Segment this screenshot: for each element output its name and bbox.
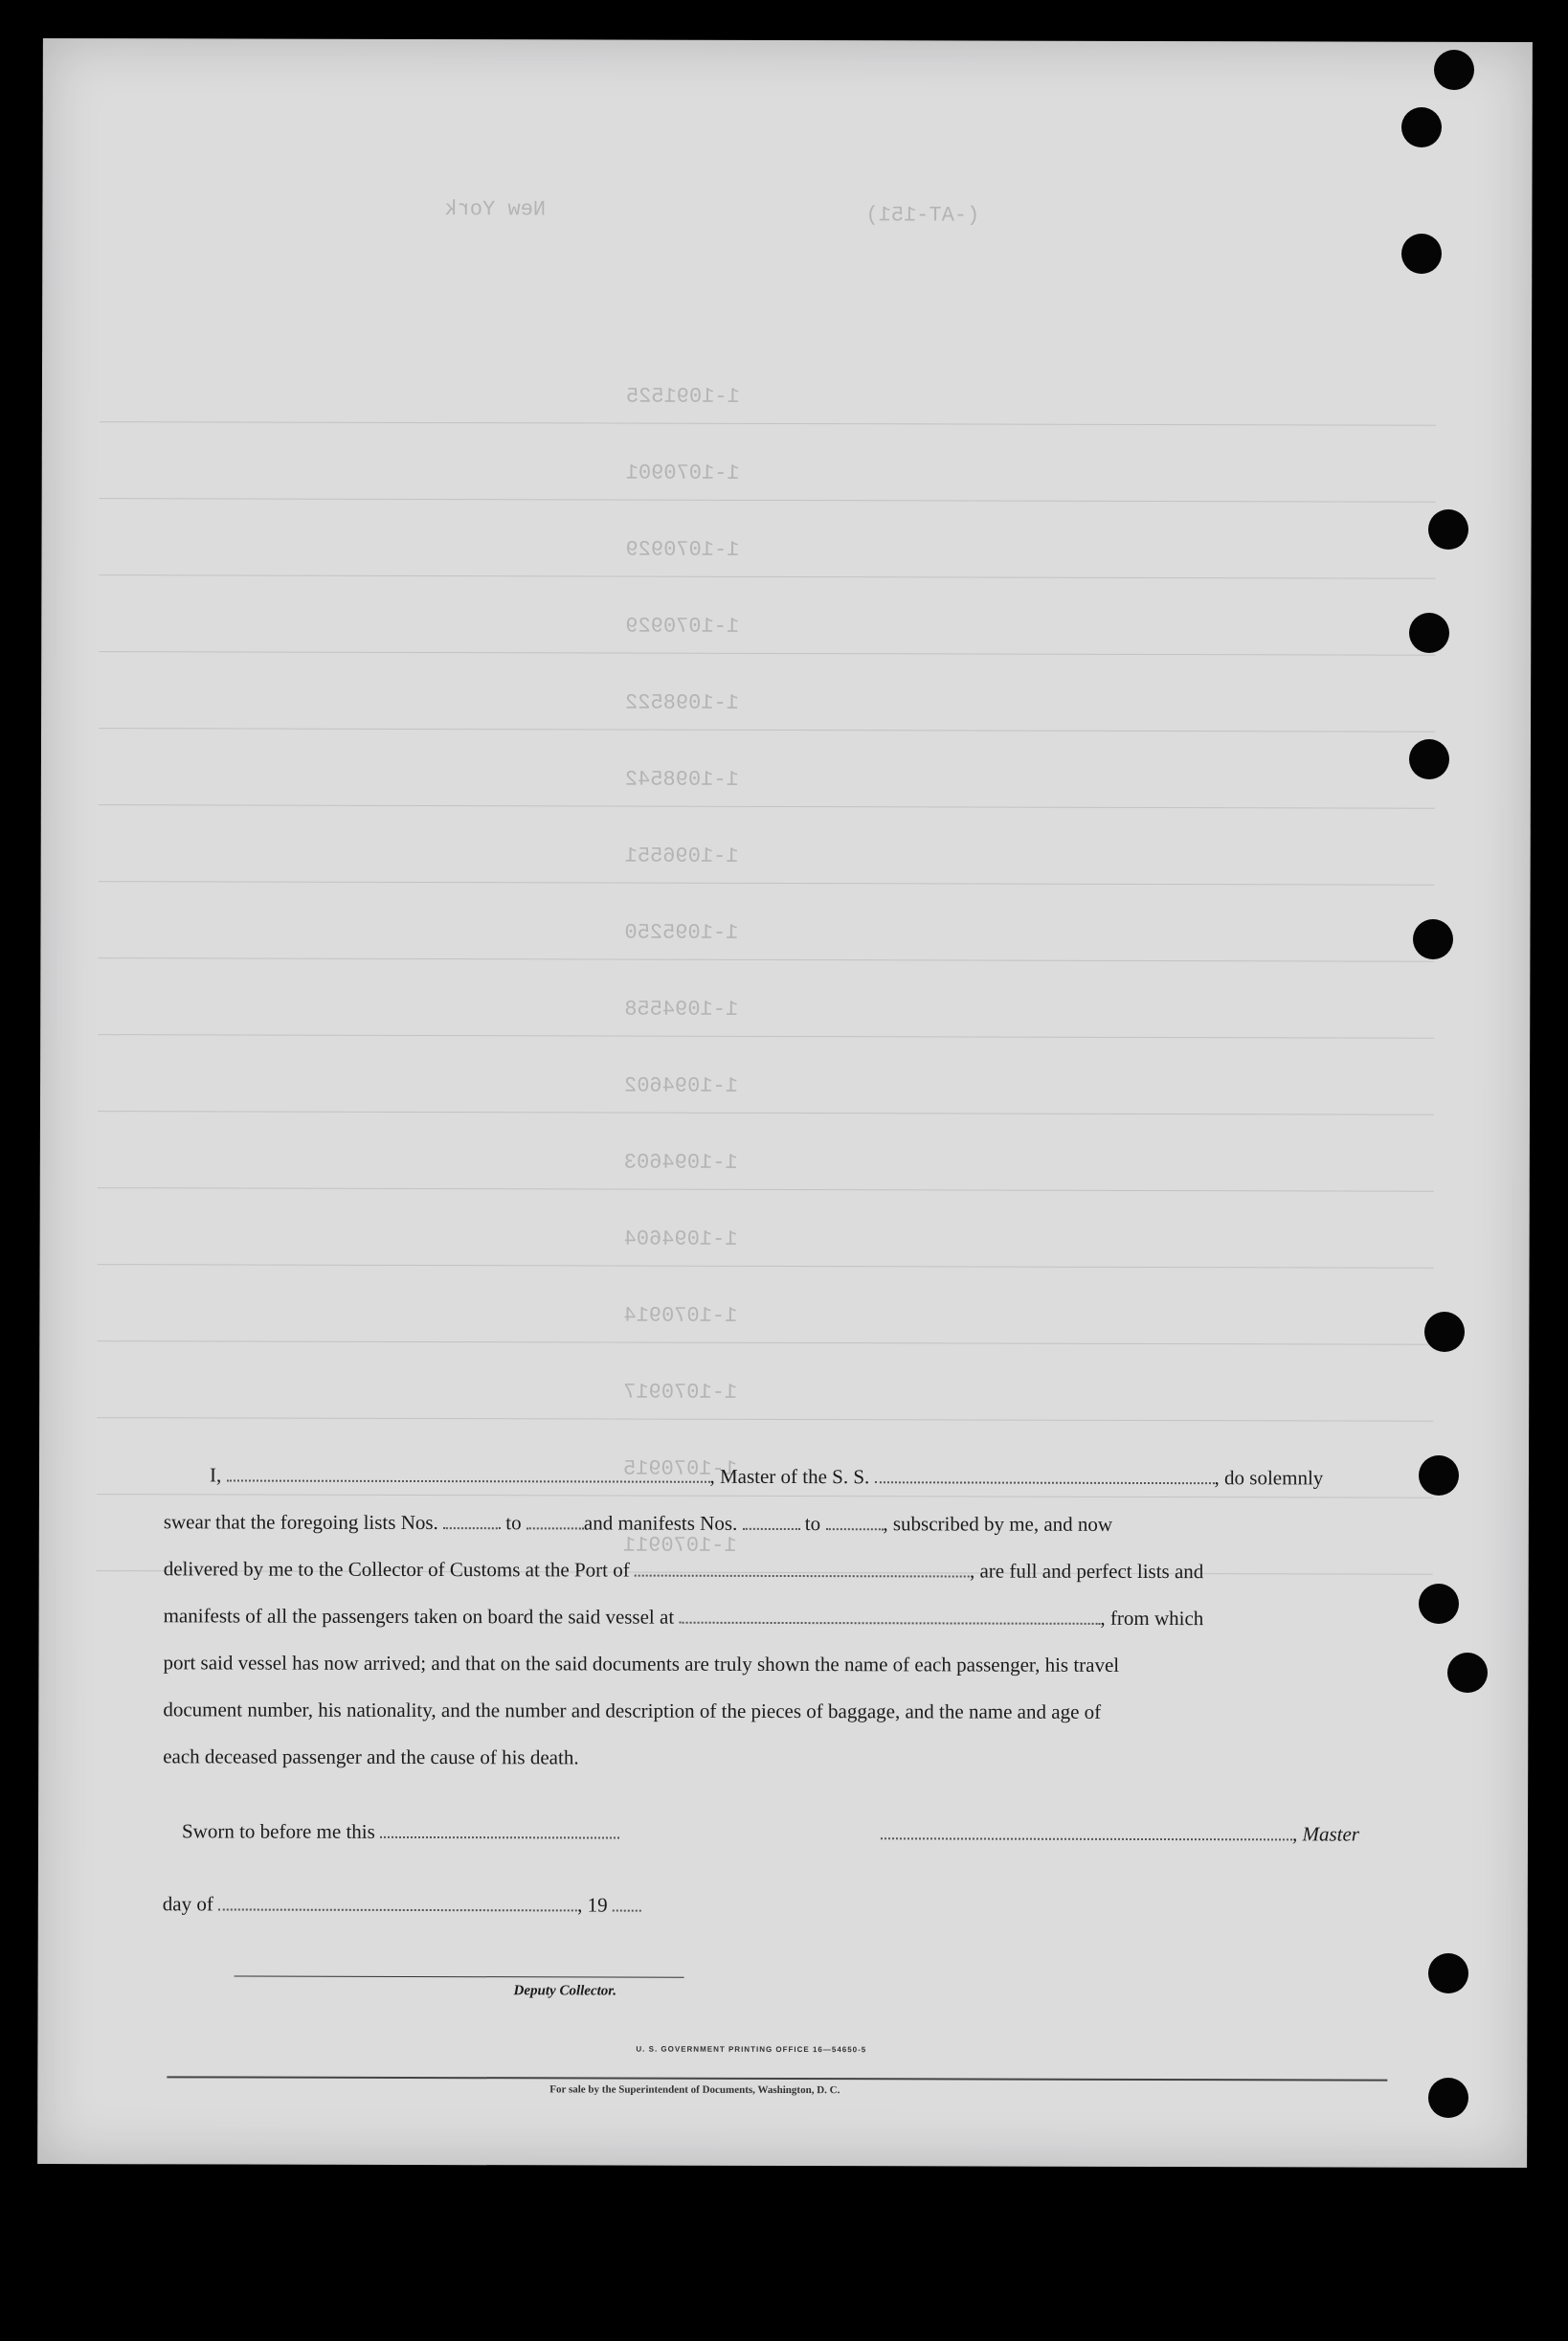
- port-of-blank[interactable]: [635, 1560, 970, 1578]
- bleed-row-number: 1-1094603: [623, 1150, 738, 1175]
- oath-line-1: I, , Master of the S. S. , do solemnly: [209, 1463, 1324, 1490]
- punch-hole: [1447, 1653, 1488, 1693]
- punch-hole: [1419, 1455, 1459, 1496]
- punch-hole: [1424, 1312, 1465, 1352]
- bleed-row-number: 1-1094604: [623, 1227, 738, 1251]
- manifests-to-blank[interactable]: [825, 1513, 883, 1530]
- punch-hole: [1409, 613, 1449, 653]
- bleed-rule: [97, 1340, 1433, 1345]
- master-signature-blank[interactable]: [881, 1822, 1292, 1840]
- punch-hole: [1428, 509, 1468, 550]
- oath-line-4: manifests of all the passengers taken on board the said vessel at , from which: [163, 1604, 1204, 1631]
- bleed-row-number: 1-1094558: [624, 997, 739, 1022]
- bleed-rule: [97, 1494, 1433, 1498]
- bleed-rule: [98, 1111, 1434, 1115]
- oath-line-3: delivered by me to the Collector of Customs at the Port of , are full and perfect lists and: [163, 1557, 1204, 1584]
- oath-line-6: document number, his nationality, and the number and description of the pieces of baggage, and the name and age of: [163, 1698, 1102, 1723]
- bleed-rule: [99, 728, 1435, 732]
- punch-hole: [1401, 107, 1442, 147]
- bleed-rule: [98, 1187, 1434, 1192]
- oath-line-2: swear that the foregoing lists Nos. to and manifests Nos. to , subscribed by me, and now: [163, 1510, 1113, 1536]
- sworn-date-blank[interactable]: [380, 1821, 619, 1839]
- year-blank[interactable]: [613, 1895, 641, 1912]
- bleed-row-number: 1-1070929: [625, 614, 740, 639]
- lists-to-blank[interactable]: [526, 1512, 584, 1529]
- bleed-rule: [99, 881, 1435, 886]
- printing-office-line: U. S. GOVERNMENT PRINTING OFFICE 16—54650-5: [636, 2044, 867, 2055]
- punch-hole: [1409, 739, 1449, 779]
- bleed-code: (-AT-151): [865, 203, 980, 228]
- master-signature-line: , Master: [881, 1821, 1359, 1846]
- punch-hole: [1401, 234, 1442, 274]
- bleed-row-number: 1-1070915: [622, 1456, 737, 1481]
- bleed-rule: [99, 804, 1435, 809]
- document-sheet: [37, 38, 1533, 2168]
- day-of-line: day of , 19: [163, 1892, 1407, 1919]
- punch-hole: [1428, 2078, 1468, 2118]
- footer-rule: [167, 2076, 1387, 2081]
- bleed-row-number: 1-1070911: [622, 1533, 737, 1558]
- bleed-rule: [98, 957, 1434, 962]
- manifests-from-blank[interactable]: [743, 1513, 800, 1530]
- bleed-ny: New York: [444, 197, 547, 222]
- bleed-rule: [98, 1034, 1434, 1039]
- punch-hole: [1413, 919, 1453, 959]
- oath-line-5: port said vessel has now arrived; and that on the said documents are truly shown the name of each passenger, his travel: [163, 1651, 1120, 1677]
- bleed-rule: [99, 574, 1435, 579]
- bleed-row-number: 1-1094602: [624, 1073, 738, 1098]
- sworn-line: Sworn to before me this: [182, 1819, 1426, 1846]
- embark-port-blank[interactable]: [679, 1607, 1100, 1625]
- day-of-blank[interactable]: [218, 1893, 577, 1911]
- bleed-row-number: 1-1070929: [625, 537, 740, 562]
- bleed-row-number: 1-1098522: [625, 690, 739, 715]
- punch-hole: [1434, 50, 1474, 90]
- oath-line-7: each deceased passenger and the cause of his death.: [163, 1744, 579, 1769]
- bleed-row-number: 1-1070901: [625, 461, 740, 485]
- deputy-collector-label: Deputy Collector.: [513, 1983, 617, 1999]
- bleed-row-number: 1-1096551: [624, 844, 739, 868]
- sale-notice: For sale by the Superintendent of Documents, Washington, D. C.: [549, 2083, 840, 2097]
- bleed-rule: [98, 1264, 1434, 1269]
- bleed-row-number: 1-1095250: [624, 920, 739, 945]
- master-name-blank[interactable]: [226, 1464, 709, 1482]
- lists-from-blank[interactable]: [443, 1512, 501, 1529]
- deputy-signature-rule[interactable]: [235, 1975, 684, 1977]
- bleed-rule: [97, 1417, 1433, 1422]
- bleed-row-number: 1-1091525: [625, 384, 740, 409]
- punch-hole: [1428, 1953, 1468, 1993]
- punch-hole: [1419, 1584, 1459, 1624]
- bleed-row-number: 1-1070917: [623, 1380, 738, 1405]
- ship-name-blank[interactable]: [875, 1466, 1215, 1484]
- bleed-row-number: 1-1098542: [624, 767, 739, 792]
- bleed-rule: [100, 498, 1436, 503]
- bleed-rule: [100, 421, 1436, 426]
- bleed-rule: [99, 651, 1435, 656]
- bleed-row-number: 1-1070914: [623, 1303, 738, 1328]
